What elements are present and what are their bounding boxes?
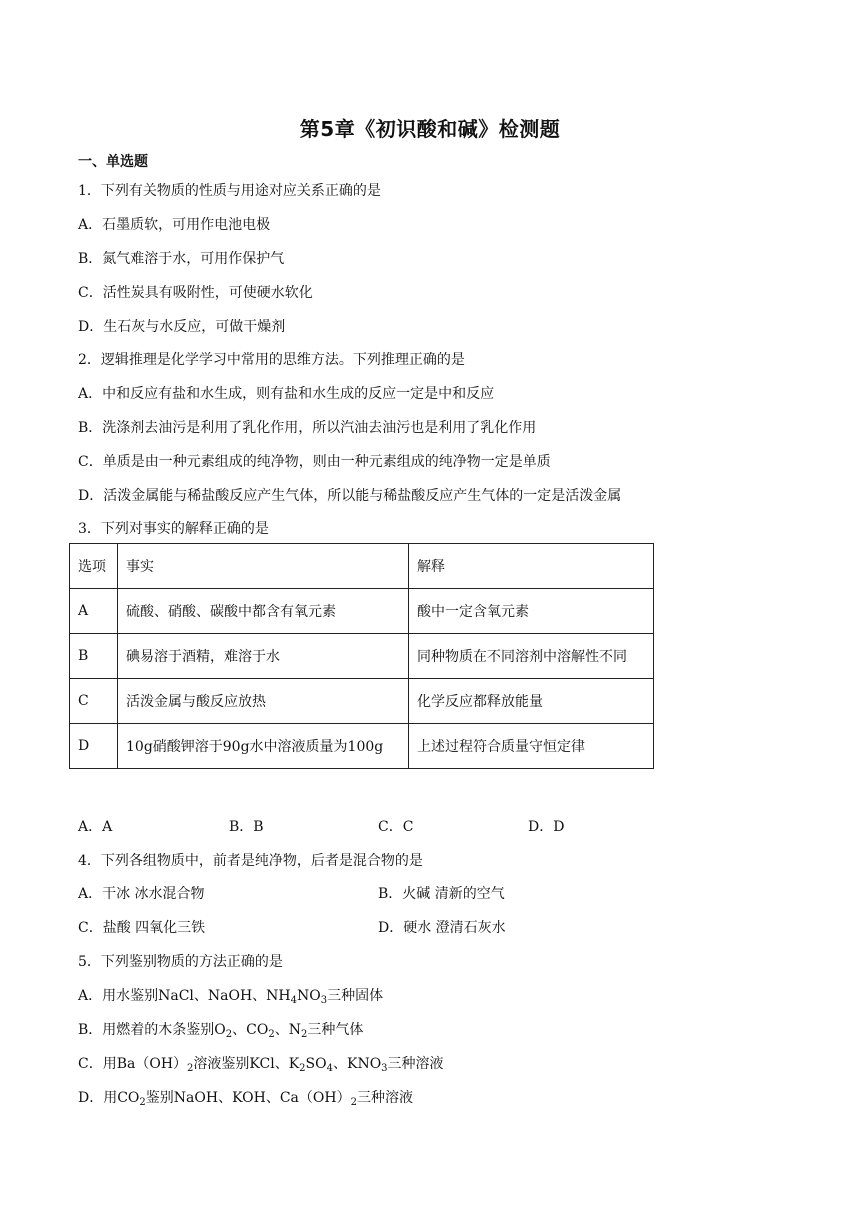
question-3-stem: 3．下列对事实的解释正确的是 <box>78 521 269 537</box>
question-1-stem: 1．下列有关物质的性质与用途对应关系正确的是 <box>78 183 381 199</box>
question-4-stem: 4．下列各组物质中，前者是纯净物，后者是混合物的是 <box>78 853 423 869</box>
question-5-stem: 5．下列鉴别物质的方法正确的是 <box>78 954 283 970</box>
table-header-row <box>70 544 654 589</box>
table-cell: 同种物质在不同溶剂中溶解性不同 <box>409 634 654 679</box>
table-row <box>70 634 654 679</box>
question-2-option-c: C．单质是由一种元素组成的纯净物，则由一种元素组成的纯净物一定是单质 <box>78 454 551 470</box>
table-cell: 10g硝酸钾溶于90g水中溶液质量为100g <box>118 724 409 769</box>
table-cell: 酸中一定含氧元素 <box>409 589 654 634</box>
question-1-option-c: C．活性炭具有吸附性，可使硬水软化 <box>78 285 313 301</box>
question-2-option-d: D．活泼金属能与稀盐酸反应产生气体，所以能与稀盐酸反应产生气体的一定是活泼金属 <box>78 488 622 504</box>
question-4-option-c: C．盐酸 四氧化三铁 <box>78 920 206 936</box>
table-cell: 活泼金属与酸反应放热 <box>118 679 409 724</box>
question-3-option-d: D．D <box>528 819 565 835</box>
table-cell: B <box>70 634 118 679</box>
table-header-cell: 解释 <box>409 544 654 589</box>
question-2-stem: 2．逻辑推理是化学学习中常用的思维方法。下列推理正确的是 <box>78 352 465 368</box>
question-4-option-b: B．火碱 清新的空气 <box>378 886 505 902</box>
table-cell: D <box>70 724 118 769</box>
question-1-option-d: D．生石灰与水反应，可做干燥剂 <box>78 319 286 335</box>
table-row <box>70 589 654 634</box>
question-4-option-d: D．硬水 澄清石灰水 <box>378 920 506 936</box>
page-title: 第5章《初识酸和碱》检测题 <box>299 117 561 141</box>
table-cell: A <box>70 589 118 634</box>
table-cell: 硫酸、硝酸、碳酸中都含有氧元素 <box>118 589 409 634</box>
question-1-option-b: B．氮气难溶于水，可用作保护气 <box>78 251 285 267</box>
question-4-option-a: A．干冰 冰水混合物 <box>78 886 205 902</box>
section-heading: 一、单选题 <box>78 154 148 170</box>
question-3-option-c: C．C <box>378 819 414 835</box>
question-1-option-a: A．石墨质软，可用作电池电极 <box>78 217 271 233</box>
question-3-table <box>69 543 654 769</box>
question-3-option-a: A．A <box>78 819 113 835</box>
table-cell: C <box>70 679 118 724</box>
question-5-option-b: B．用燃着的木条鉴别$O_2$、$CO_2$、$N_2$三种气体 <box>78 1022 364 1040</box>
question-5-option-d: D．用$CO_2$鉴别NaOH、KOH、$Ca(OH)_2$三种溶液 <box>78 1090 413 1108</box>
table-header-cell: 事实 <box>118 544 409 589</box>
table-row <box>70 724 654 769</box>
question-5-option-c: C．用$Ba(OH)_2$溶液鉴别KCl、$K_2SO_4$、$KNO_3$三种溶液 <box>78 1056 444 1074</box>
question-5-option-a: A．用水鉴别NaCl、NaOH、$NH_4NO_3$三种固体 <box>78 988 384 1006</box>
table-cell: 上述过程符合质量守恒定律 <box>409 724 654 769</box>
question-2-option-b: B．洗涤剂去油污是利用了乳化作用，所以汽油去油污也是利用了乳化作用 <box>78 420 537 436</box>
question-2-option-a: A．中和反应有盐和水生成，则有盐和水生成的反应一定是中和反应 <box>78 386 495 402</box>
table-header-cell: 选项 <box>70 544 118 589</box>
table-cell: 碘易溶于酒精，难溶于水 <box>118 634 409 679</box>
question-3-option-b: B．B <box>229 819 264 835</box>
table-cell: 化学反应都释放能量 <box>409 679 654 724</box>
table-row <box>70 679 654 724</box>
